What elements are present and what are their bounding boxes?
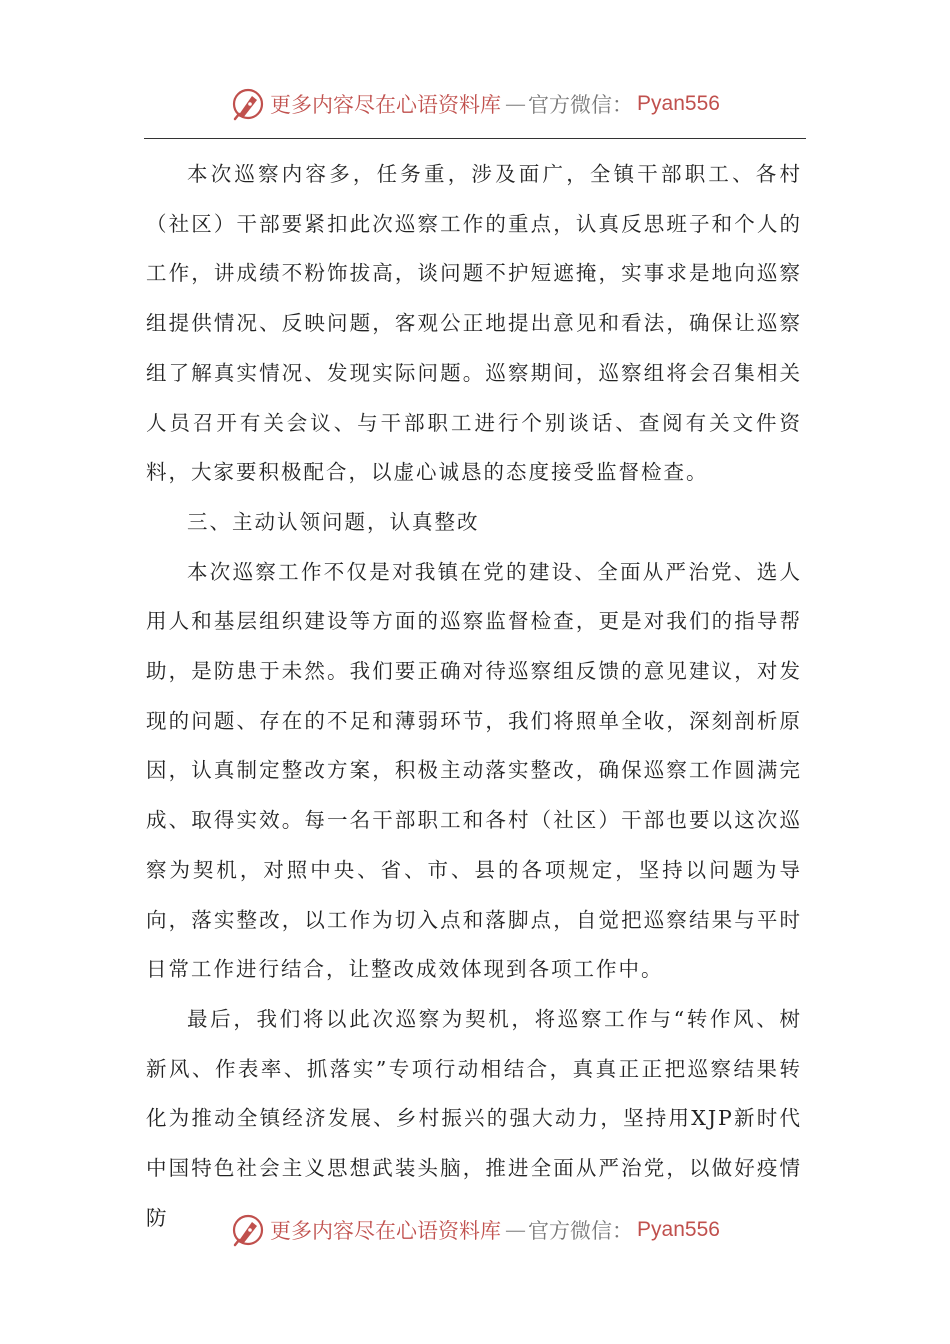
- watermark-separator: —: [505, 1218, 525, 1242]
- watermark-account: Pyan556: [637, 1218, 720, 1241]
- watermark-brand: [230, 1212, 720, 1248]
- watermark-separator: —: [505, 92, 525, 116]
- paragraph: 本次巡察内容多，任务重，涉及面广，全镇干部职工、各村（社区）干部要紧扣此次巡察工作的重点，认真反思班子和个人的工作，讲成绩不粉饰拔高，谈问题不护短遮掩，实事求是地向巡察组提供情况、反映问题，客观公正地提出意见和看法，确保让巡察组了解真实情况、发现实际问题。巡察期间，巡察组将会召集相关人员召开有关会议、与干部职工进行个别谈话、查阅有关文件资料，大家要积极配合，以虚心诚恳的态度接受监督检查。: [146, 162, 802, 485]
- watermark-brand-name: 更多内容尽在心语资料库: [270, 1219, 502, 1243]
- watermark-brand: [230, 86, 720, 122]
- pen-nib-logo-icon: [230, 86, 266, 122]
- watermark-account: Pyan556: [637, 92, 720, 115]
- watermark-brand-name: 更多内容尽在心语资料库: [270, 93, 502, 117]
- footer-watermark: [0, 1208, 950, 1252]
- paragraph: 最后，我们将以此次巡察为契机，将巡察工作与“转作风、树新风、作表率、抓落实”专项行动相结合，真真正正把巡察结果转化为推动全镇经济发展、乡村振兴的强大动力，坚持用XJP新时代中国特色社会主义思想武装头脑，推进全面从严治党，以做好疫情防: [146, 1006, 802, 1230]
- document-body: [146, 150, 802, 1243]
- paragraph: 本次巡察工作不仅是对我镇在党的建设、全面从严治党、选人用人和基层组织建设等方面的巡察监督检查，更是对我们的指导帮助，是防患于未然。我们要正确对待巡察组反馈的意见建议，对发现的问题、存在的不足和薄弱环节，我们将照单全收，深刻剖析原因，认真制定整改方案，积极主动落实整改，确保巡察工作圆满完成、取得实效。每一名干部职工和各村（社区）干部也要以这次巡察为契机，对照中央、省、市、县的各项规定，坚持以问题为导向，落实整改，以工作为切入点和落脚点，自觉把巡察结果与平时日常工作进行结合，让整改成效体现到各项工作中。: [146, 559, 802, 982]
- watermark-wechat-label: 官方微信：: [528, 93, 634, 117]
- watermark-wechat-label: 官方微信：: [528, 1219, 634, 1243]
- header-watermark: [0, 82, 950, 126]
- pen-nib-logo-icon: [230, 1212, 266, 1248]
- header-divider: [144, 138, 806, 139]
- section-heading: 三、主动认领问题，认真整改: [187, 509, 480, 534]
